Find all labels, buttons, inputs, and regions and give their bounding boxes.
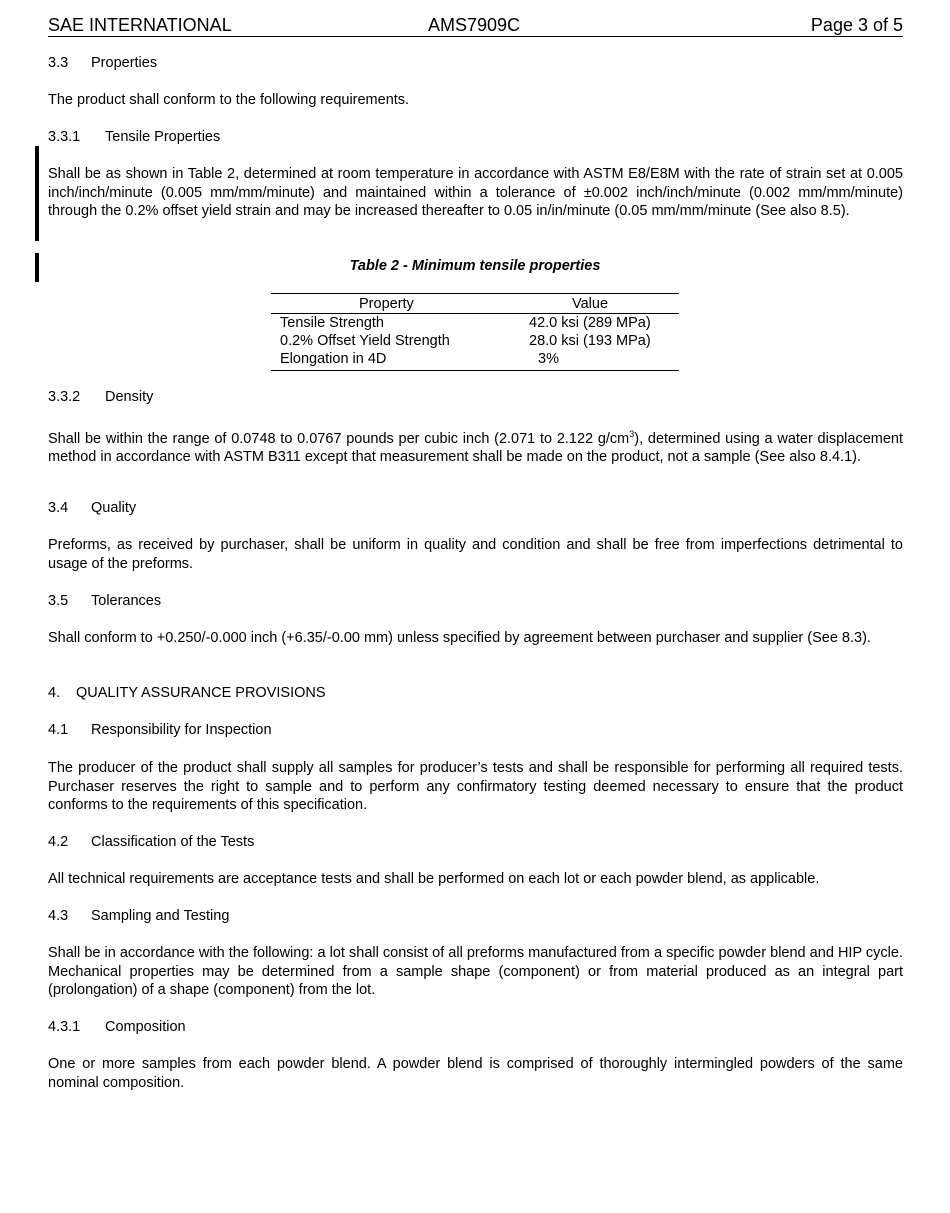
heading-number: 4.1 — [48, 722, 69, 738]
heading-number: 3.3.2 — [48, 389, 81, 405]
paragraph-4-3: Shall be in accordance with the following: a lot shall consist of all preforms manufactured from a specific powder blend and HIP cycle. Mechanical properties may be determined from a sample shape (component) or from material produced as an integral part (prolongation) of a shape (component) from the lot. — [48, 945, 903, 998]
paragraph-3-4: Preforms, as received by purchaser, shall be uniform in quality and condition and shall be free from imperfections detrimental to usage of the preforms. — [48, 537, 903, 572]
table-cell-property: Elongation in 4D — [280, 351, 387, 367]
heading-number: 4.3 — [48, 908, 69, 924]
table-cell-value: 42.0 ksi (289 MPa) — [529, 315, 651, 331]
heading-3-3-1 — [48, 128, 903, 147]
heading-3-4 — [48, 499, 903, 518]
heading-title: Sampling and Testing — [91, 908, 230, 924]
heading-title: Tolerances — [91, 593, 162, 609]
header-doc-number: AMS7909C — [428, 15, 521, 35]
heading-3-3 — [48, 54, 903, 73]
paragraph-3-3-1: Shall be as shown in Table 2, determined at room temperature in accordance with ASTM E8/E8M with the rate of strain set at 0.005 inch/inch/minute (0.005 mm/mm/minute) and maintained within a tolerance of ±0.002 inch/inch/minute (0.002 mm/mm/minute) through the 0.2% offset yield strain and may be increased thereafter to 0.05 in/in/minute (0.05 mm/mm/minute (See also 8.5). — [48, 166, 903, 219]
heading-title: Properties — [91, 55, 158, 71]
heading-4-1 — [48, 721, 903, 740]
heading-3-5 — [48, 592, 903, 611]
heading-4-3 — [48, 907, 903, 926]
heading-number: 3.4 — [48, 500, 69, 516]
revision-bar — [35, 146, 39, 241]
heading-4-2 — [48, 833, 903, 852]
heading-title: Composition — [105, 1019, 186, 1035]
paragraph-4-1: The producer of the product shall supply all samples for producer’s tests and shall be responsible for performing all required tests. Purchaser reserves the right to sample and to perform any confirmatory testing deemed necessary to ensure that the product conforms to the requirements of this specification. — [48, 760, 903, 813]
paragraph-text: ), determined using a water displacement method in accordance with ASTM B311 except that measurement shall be made on the product, not a sample (See also 8.4.1). — [48, 430, 903, 466]
header-page-number: Page 3 of 5 — [810, 15, 903, 35]
heading-title: Classification of the Tests — [91, 834, 255, 850]
paragraph-3-3: The product shall conform to the following requirements. — [48, 92, 410, 108]
heading-title: Density — [105, 389, 154, 405]
heading-4-3-1 — [48, 1018, 903, 1037]
table-header-value: Value — [572, 296, 609, 312]
heading-number: 3.3 — [48, 55, 69, 71]
paragraph-4-3-1: One or more samples from each powder blend. A powder blend is comprised of thoroughly intermingled powders of the same nominal composition. — [48, 1056, 903, 1091]
heading-number: 3.5 — [48, 593, 69, 609]
page-header — [48, 12, 903, 37]
table-cell-property: 0.2% Offset Yield Strength — [280, 333, 450, 349]
table-2 — [271, 293, 679, 371]
paragraph-4-2: All technical requirements are acceptance tests and shall be performed on each lot or each powder blend, as applicable. — [48, 871, 820, 887]
paragraph-3-3-2 — [48, 425, 903, 467]
header-org: SAE INTERNATIONAL — [48, 15, 232, 35]
paragraph-text: Shall be within the range of 0.0748 to 0.0767 pounds per cubic inch (2.071 to 2.122 g/cm — [48, 430, 630, 447]
table-header-property: Property — [359, 296, 414, 312]
heading-4 — [48, 684, 903, 703]
heading-number: 4. — [48, 685, 61, 701]
heading-3-3-2 — [48, 388, 903, 407]
table-2-caption: Table 2 - Minimum tensile properties — [349, 258, 601, 274]
table-cell-property: Tensile Strength — [280, 315, 384, 331]
table-header-row — [271, 294, 679, 314]
heading-number: 4.3.1 — [48, 1019, 81, 1035]
heading-title: QUALITY ASSURANCE PROVISIONS — [76, 685, 326, 701]
heading-number: 3.3.1 — [48, 129, 81, 145]
paragraph-3-5: Shall conform to +0.250/-0.000 inch (+6.35/-0.00 mm) unless specified by agreement between purchaser and supplier (See 8.3). — [48, 630, 871, 646]
heading-title: Tensile Properties — [105, 129, 221, 145]
heading-title: Quality — [91, 500, 137, 516]
superscript: 3 — [629, 429, 635, 439]
table-cell-value: 28.0 ksi (193 MPa) — [529, 333, 651, 349]
heading-title: Responsibility for Inspection — [91, 722, 272, 738]
heading-number: 4.2 — [48, 834, 69, 850]
table-cell-value: 3% — [538, 351, 559, 367]
